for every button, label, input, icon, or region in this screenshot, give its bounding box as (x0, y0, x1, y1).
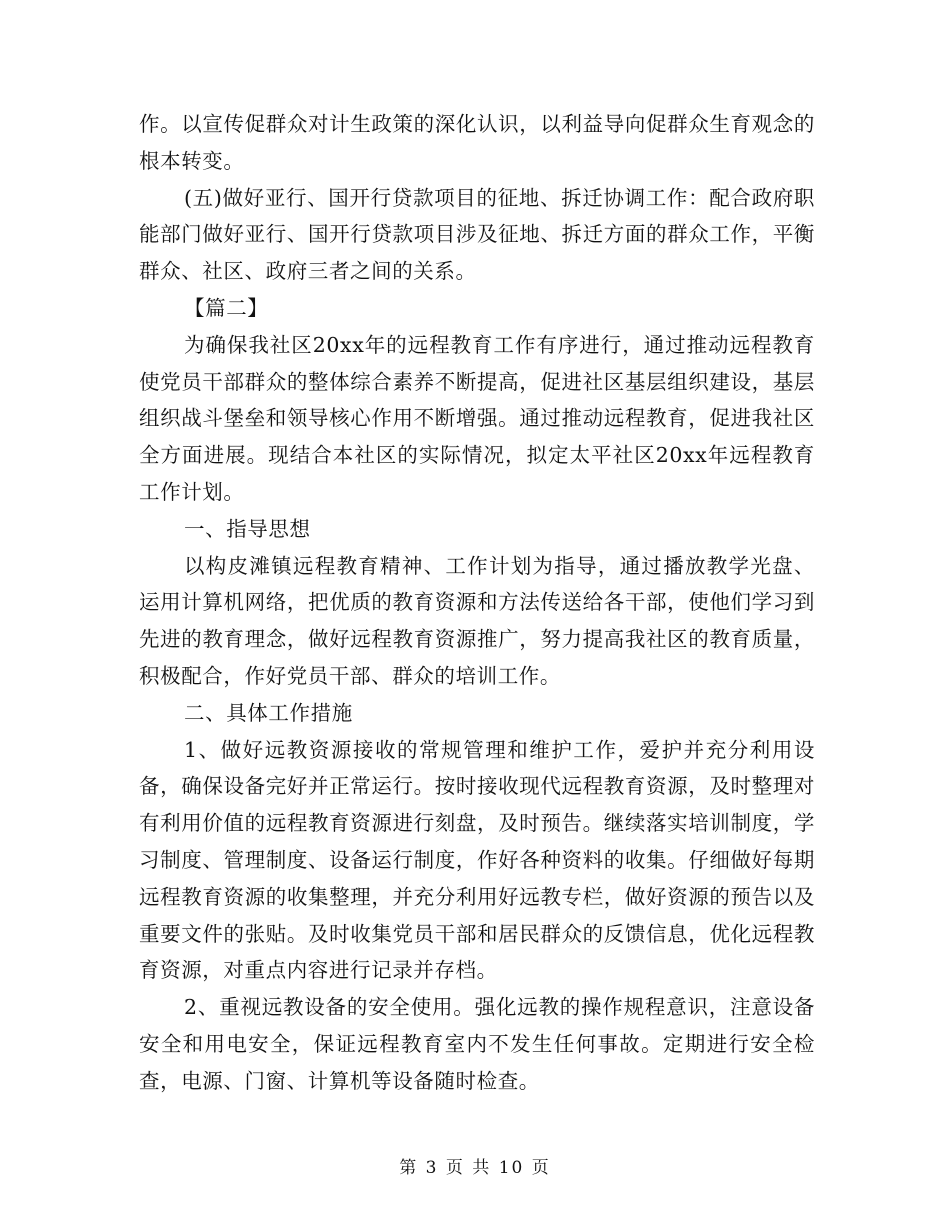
paragraph-continuation: 作。以宣传促群众对计生政策的深化认识，以利益导向促群众生育观念的根本转变。 (139, 112, 815, 173)
paragraph-measure-1: 1、做好远教资源接收的常规管理和维护工作，爱护并充分利用设备，确保设备完好并正常运行。按时接收现代远程教育资源，及时整理对有利用价值的远程教育资源进行刻盘，及时预告。继续落实培训制度，学习制度、管理制度、设备运行制度，作好各种资料的收集。仔细做好每期远程教育资源的收集整理，并充分利用好远教专栏，做好资源的预告以及重要文件的张贴。及时收集党员干部和居民群众的反馈信息，优化远程教育资源，对重点内容进行记录并存档。 (139, 737, 815, 983)
document-body (139, 106, 815, 1100)
paragraph-measure-2: 2、重视远教设备的安全使用。强化远教的操作规程意识，注意设备安全和用电安全，保证远程教育室内不发生任何事故。定期进行安全检查，电源、门窗、计算机等设备随时检查。 (139, 995, 815, 1093)
section-heading-part-two: 【篇二】 (184, 295, 269, 320)
page-number: 第 3 页 共 10 页 (399, 1158, 551, 1178)
paragraph-guiding-thought: 以构皮滩镇远程教育精神、工作计划为指导，通过播放教学光盘、运用计算机网络，把优质的教育资源和方法传送给各干部，使他们学习到先进的教育理念，做好远程教育资源推广，努力提高我社区的教育质量，积极配合，作好党员干部、群众的培训工作。 (139, 553, 815, 688)
page-footer (0, 1153, 950, 1178)
heading-guiding-thought: 一、指导思想 (184, 516, 311, 541)
heading-work-measures: 二、具体工作措施 (184, 700, 353, 725)
paragraph-intro: 为确保我社区20xx年的远程教育工作有序进行，通过推动远程教育使党员干部群众的整体综合素养不断提高，促进社区基层组织建设，基层组织战斗堡垒和领导核心作用不断增强。通过推动远程教育，促进我社区全方面进展。现结合本社区的实际情况，拟定太平社区20xx年远程教育工作计划。 (139, 332, 815, 504)
paragraph-item-five: (五)做好亚行、国开行贷款项目的征地、拆迁协调工作：配合政府职能部门做好亚行、国开行贷款项目涉及征地、拆迁方面的群众工作，平衡群众、社区、政府三者之间的关系。 (139, 185, 815, 284)
